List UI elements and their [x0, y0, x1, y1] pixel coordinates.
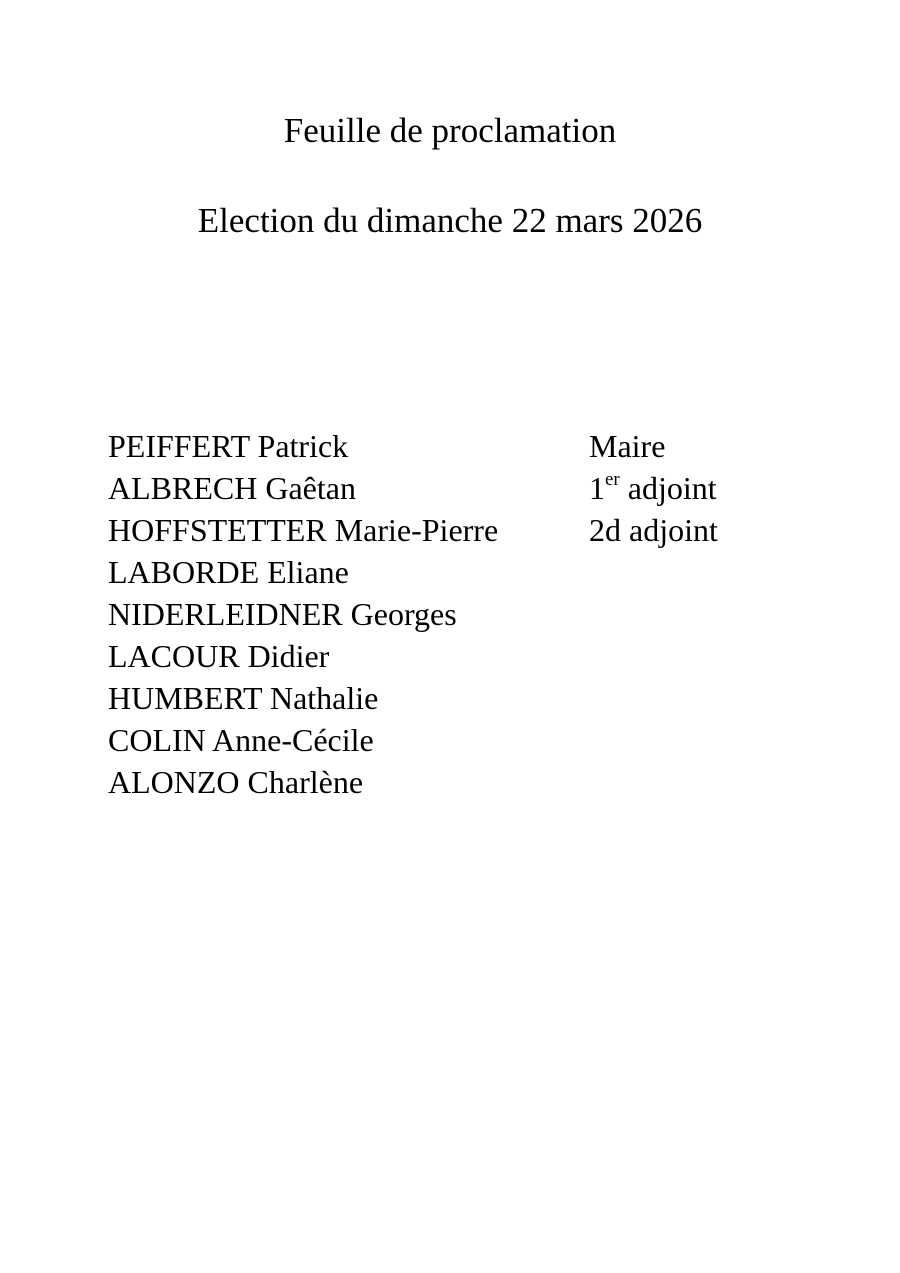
- member-name: PEIFFERT Patrick: [108, 428, 349, 464]
- member-row: [108, 635, 808, 677]
- member-name: HUMBERT Nathalie: [108, 680, 379, 716]
- elected-members-list: [108, 425, 808, 803]
- member-role: [589, 467, 717, 509]
- member-row: [108, 677, 808, 719]
- member-row: [108, 719, 808, 761]
- member-name: ALBRECH Gaêtan: [108, 470, 356, 506]
- member-name: HOFFSTETTER Marie-Pierre: [108, 512, 499, 548]
- election-date-heading: Election du dimanche 22 mars 2026: [197, 201, 703, 240]
- member-name: LACOUR Didier: [108, 638, 330, 674]
- member-name: NIDERLEIDNER Georges: [108, 596, 457, 632]
- member-role-title: adjoint: [619, 470, 717, 506]
- member-row: [108, 467, 808, 509]
- member-name: ALONZO Charlène: [108, 764, 364, 800]
- member-name: COLIN Anne-Cécile: [108, 722, 374, 758]
- document-title: Feuille de proclamation: [283, 111, 617, 150]
- member-row: [108, 593, 808, 635]
- member-role-number: 1: [589, 470, 605, 506]
- member-row: [108, 761, 808, 803]
- member-role: 2d adjoint: [589, 512, 718, 548]
- member-row: [108, 509, 808, 551]
- member-role: Maire: [589, 428, 666, 464]
- member-role-superscript: er: [605, 469, 620, 491]
- member-row: [108, 425, 808, 467]
- member-name: LABORDE Eliane: [108, 554, 349, 590]
- member-row: [108, 551, 808, 593]
